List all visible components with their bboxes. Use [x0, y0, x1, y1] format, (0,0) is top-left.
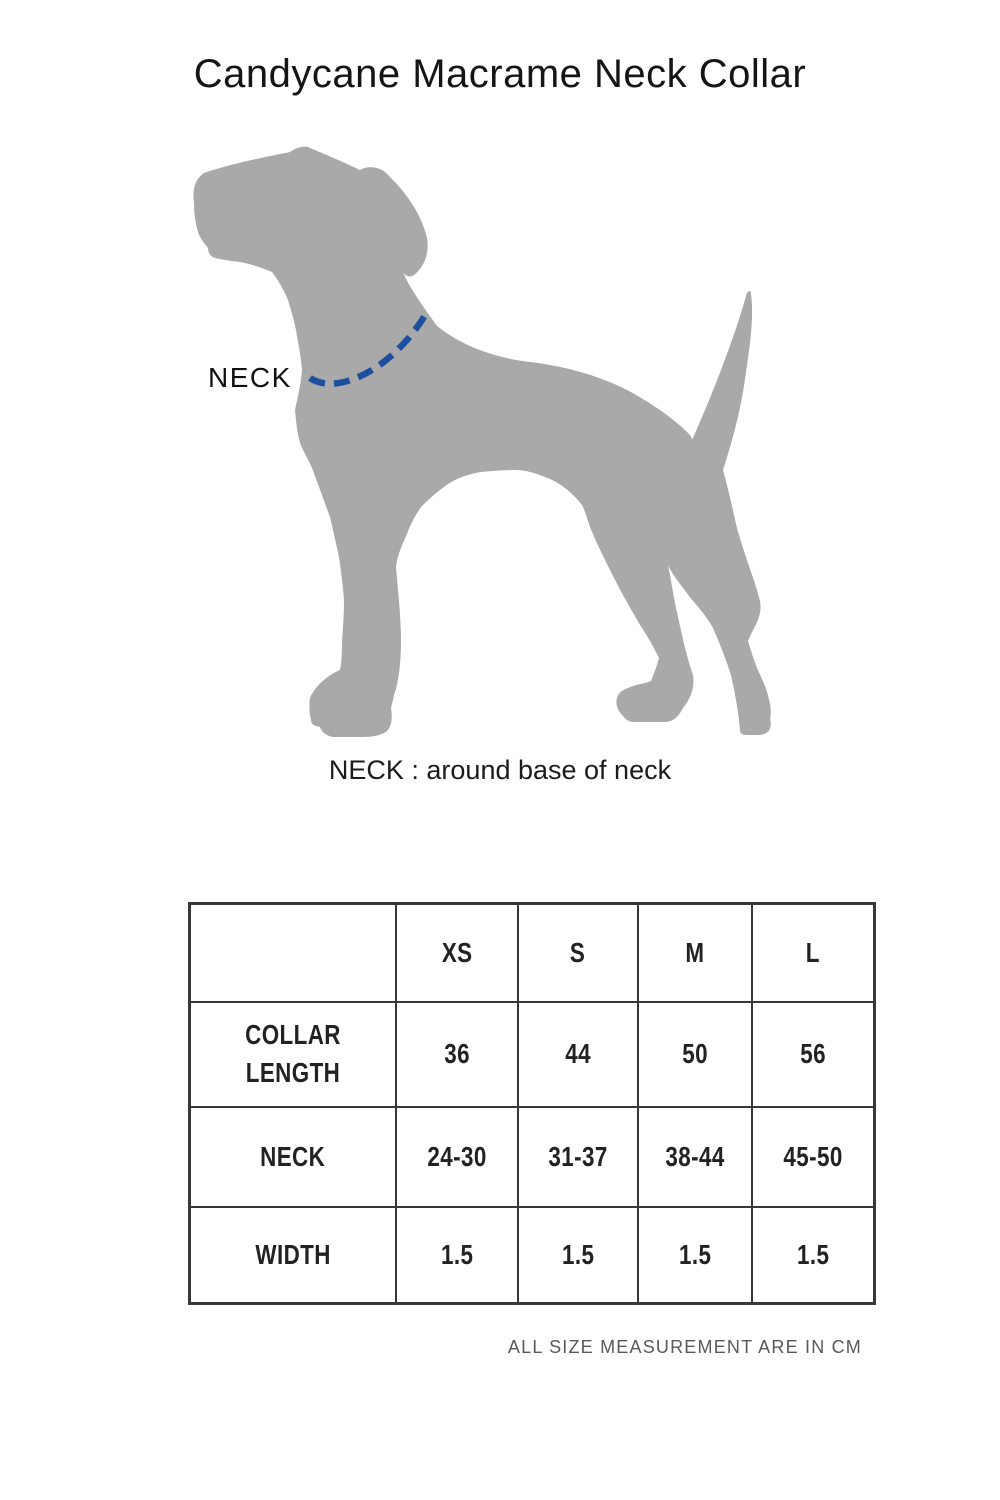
cell-neck-m: 38-44 [638, 1107, 752, 1207]
cell-width-l: 1.5 [752, 1207, 875, 1304]
table-row-width [190, 1207, 875, 1304]
units-note: ALL SIZE MEASUREMENT ARE IN CM [507, 1337, 862, 1357]
row-label-neck: NECK [190, 1107, 397, 1207]
cell-neck-l: 45-50 [752, 1107, 875, 1207]
cell-collar-length-s: 44 [518, 1002, 638, 1107]
table-row-neck [190, 1107, 875, 1207]
size-col-header-s: S [518, 904, 638, 1002]
row-label-collar-length: COLLAR LENGTH [190, 1002, 397, 1107]
neck-measure-caption: NECK : around base of neck [328, 755, 672, 785]
cell-width-m: 1.5 [638, 1207, 752, 1304]
size-col-header-l: L [752, 904, 875, 1002]
cell-collar-length-m: 50 [638, 1002, 752, 1107]
dog-body-shape [193, 147, 770, 737]
page-title: Candycane Macrame Neck Collar [193, 52, 807, 96]
table-corner-cell [190, 904, 397, 1002]
cell-collar-length-xs: 36 [396, 1002, 518, 1107]
size-col-header-m: M [638, 904, 752, 1002]
cell-neck-s: 31-37 [518, 1107, 638, 1207]
size-chart-table [188, 902, 876, 1305]
neck-measure-label: NECK [208, 362, 292, 393]
table-header-row [190, 904, 875, 1002]
size-col-header-xs: XS [396, 904, 518, 1002]
dog-silhouette [185, 140, 780, 740]
cell-neck-xs: 24-30 [396, 1107, 518, 1207]
cell-width-xs: 1.5 [396, 1207, 518, 1304]
row-label-width: WIDTH [190, 1207, 397, 1304]
cell-collar-length-l: 56 [752, 1002, 875, 1107]
cell-width-s: 1.5 [518, 1207, 638, 1304]
table-row-collar-length [190, 1002, 875, 1107]
